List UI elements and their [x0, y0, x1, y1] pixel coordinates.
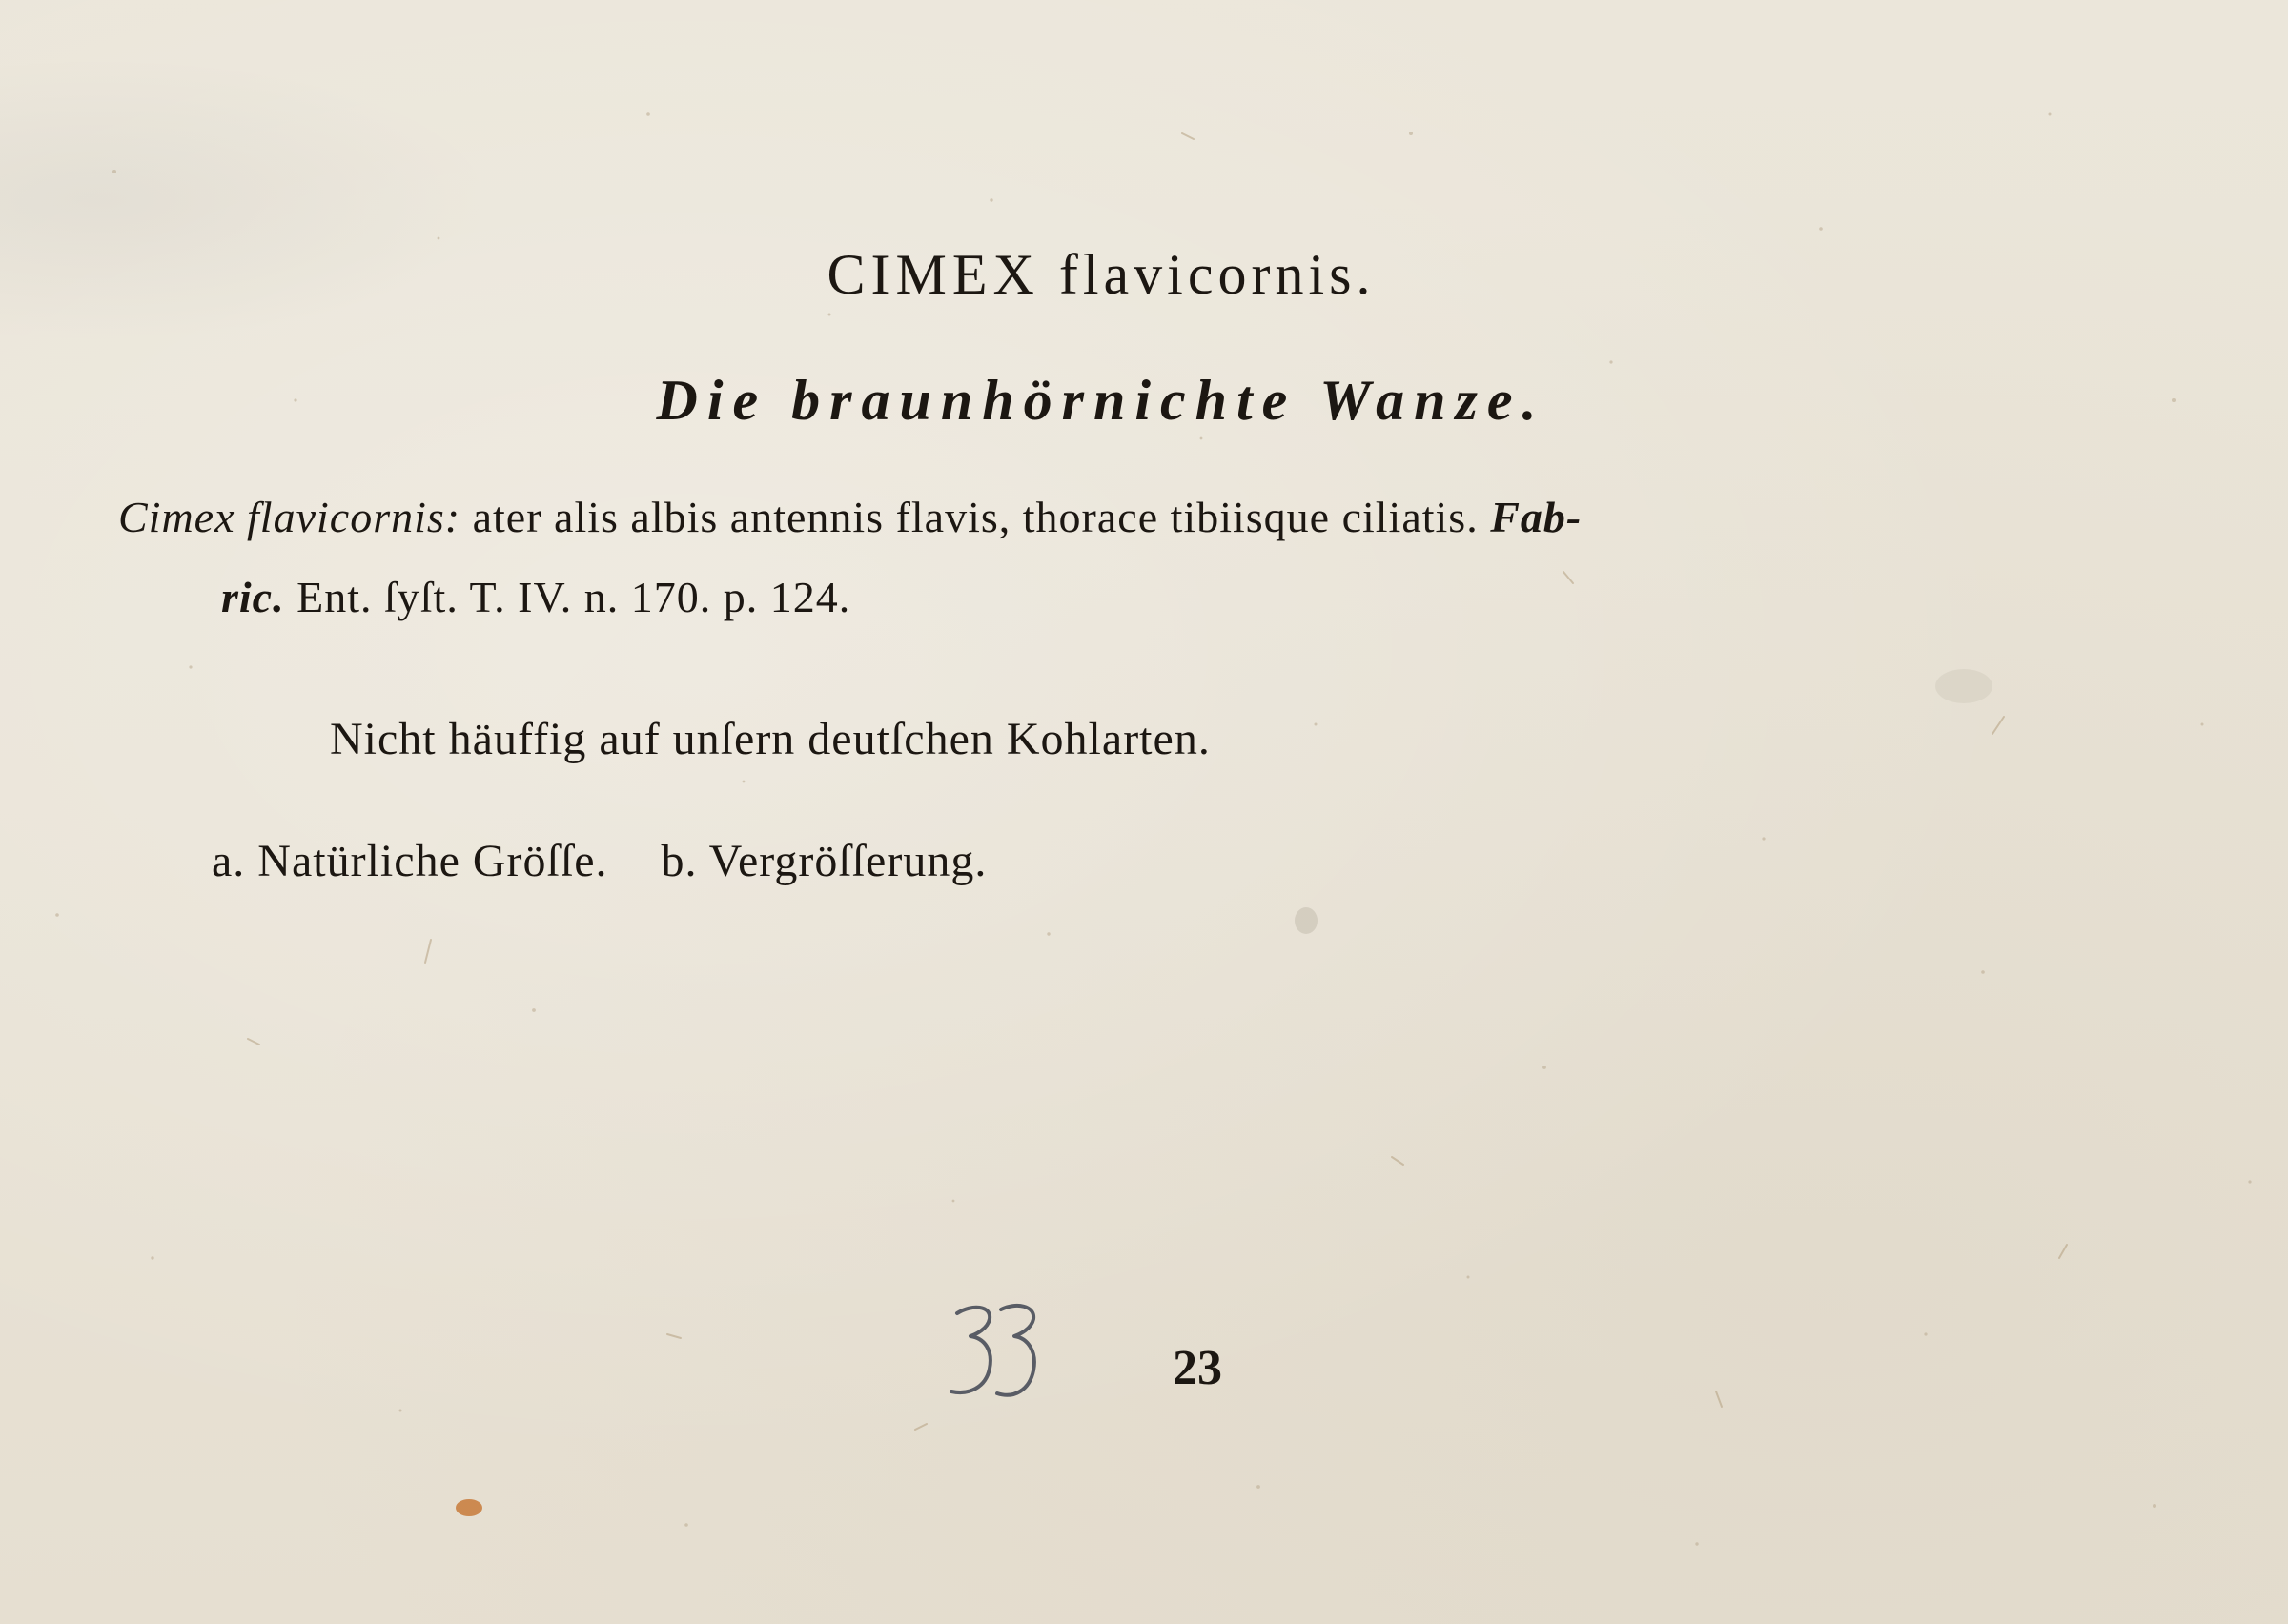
- habitat-note: Nicht häuffig auf unſern deutſchen Kohlarten.: [330, 714, 1211, 764]
- figure-legend: [212, 836, 988, 886]
- binomial-name: Cimex flavicornis:: [118, 493, 461, 541]
- legend-item-b: b. Vergröſſerung.: [661, 836, 988, 886]
- page-number: 23: [1173, 1341, 1222, 1395]
- author-reference-start: Fab-: [1490, 493, 1583, 541]
- author-reference-end: ric.: [221, 573, 285, 621]
- bibliographic-citation: Ent. ſyſt. T. IV. n. 170. p. 124.: [296, 573, 851, 621]
- legend-item-a: a. Natürliche Gröſſe.: [212, 836, 608, 886]
- description-line-2: [221, 573, 851, 621]
- specimen-title: [0, 243, 2202, 306]
- common-name-subtitle: Die braunhörnichte Wanze.: [656, 369, 1546, 432]
- title-genus: CIMEX: [827, 243, 1040, 306]
- description-line-1: [118, 493, 1583, 541]
- title-species: flavicornis.: [1058, 243, 1376, 306]
- latin-diagnosis: ater alis albis antennis flavis, thorace tibiisque ciliatis.: [472, 493, 1479, 541]
- handwritten-pencil-number: [944, 1296, 1049, 1411]
